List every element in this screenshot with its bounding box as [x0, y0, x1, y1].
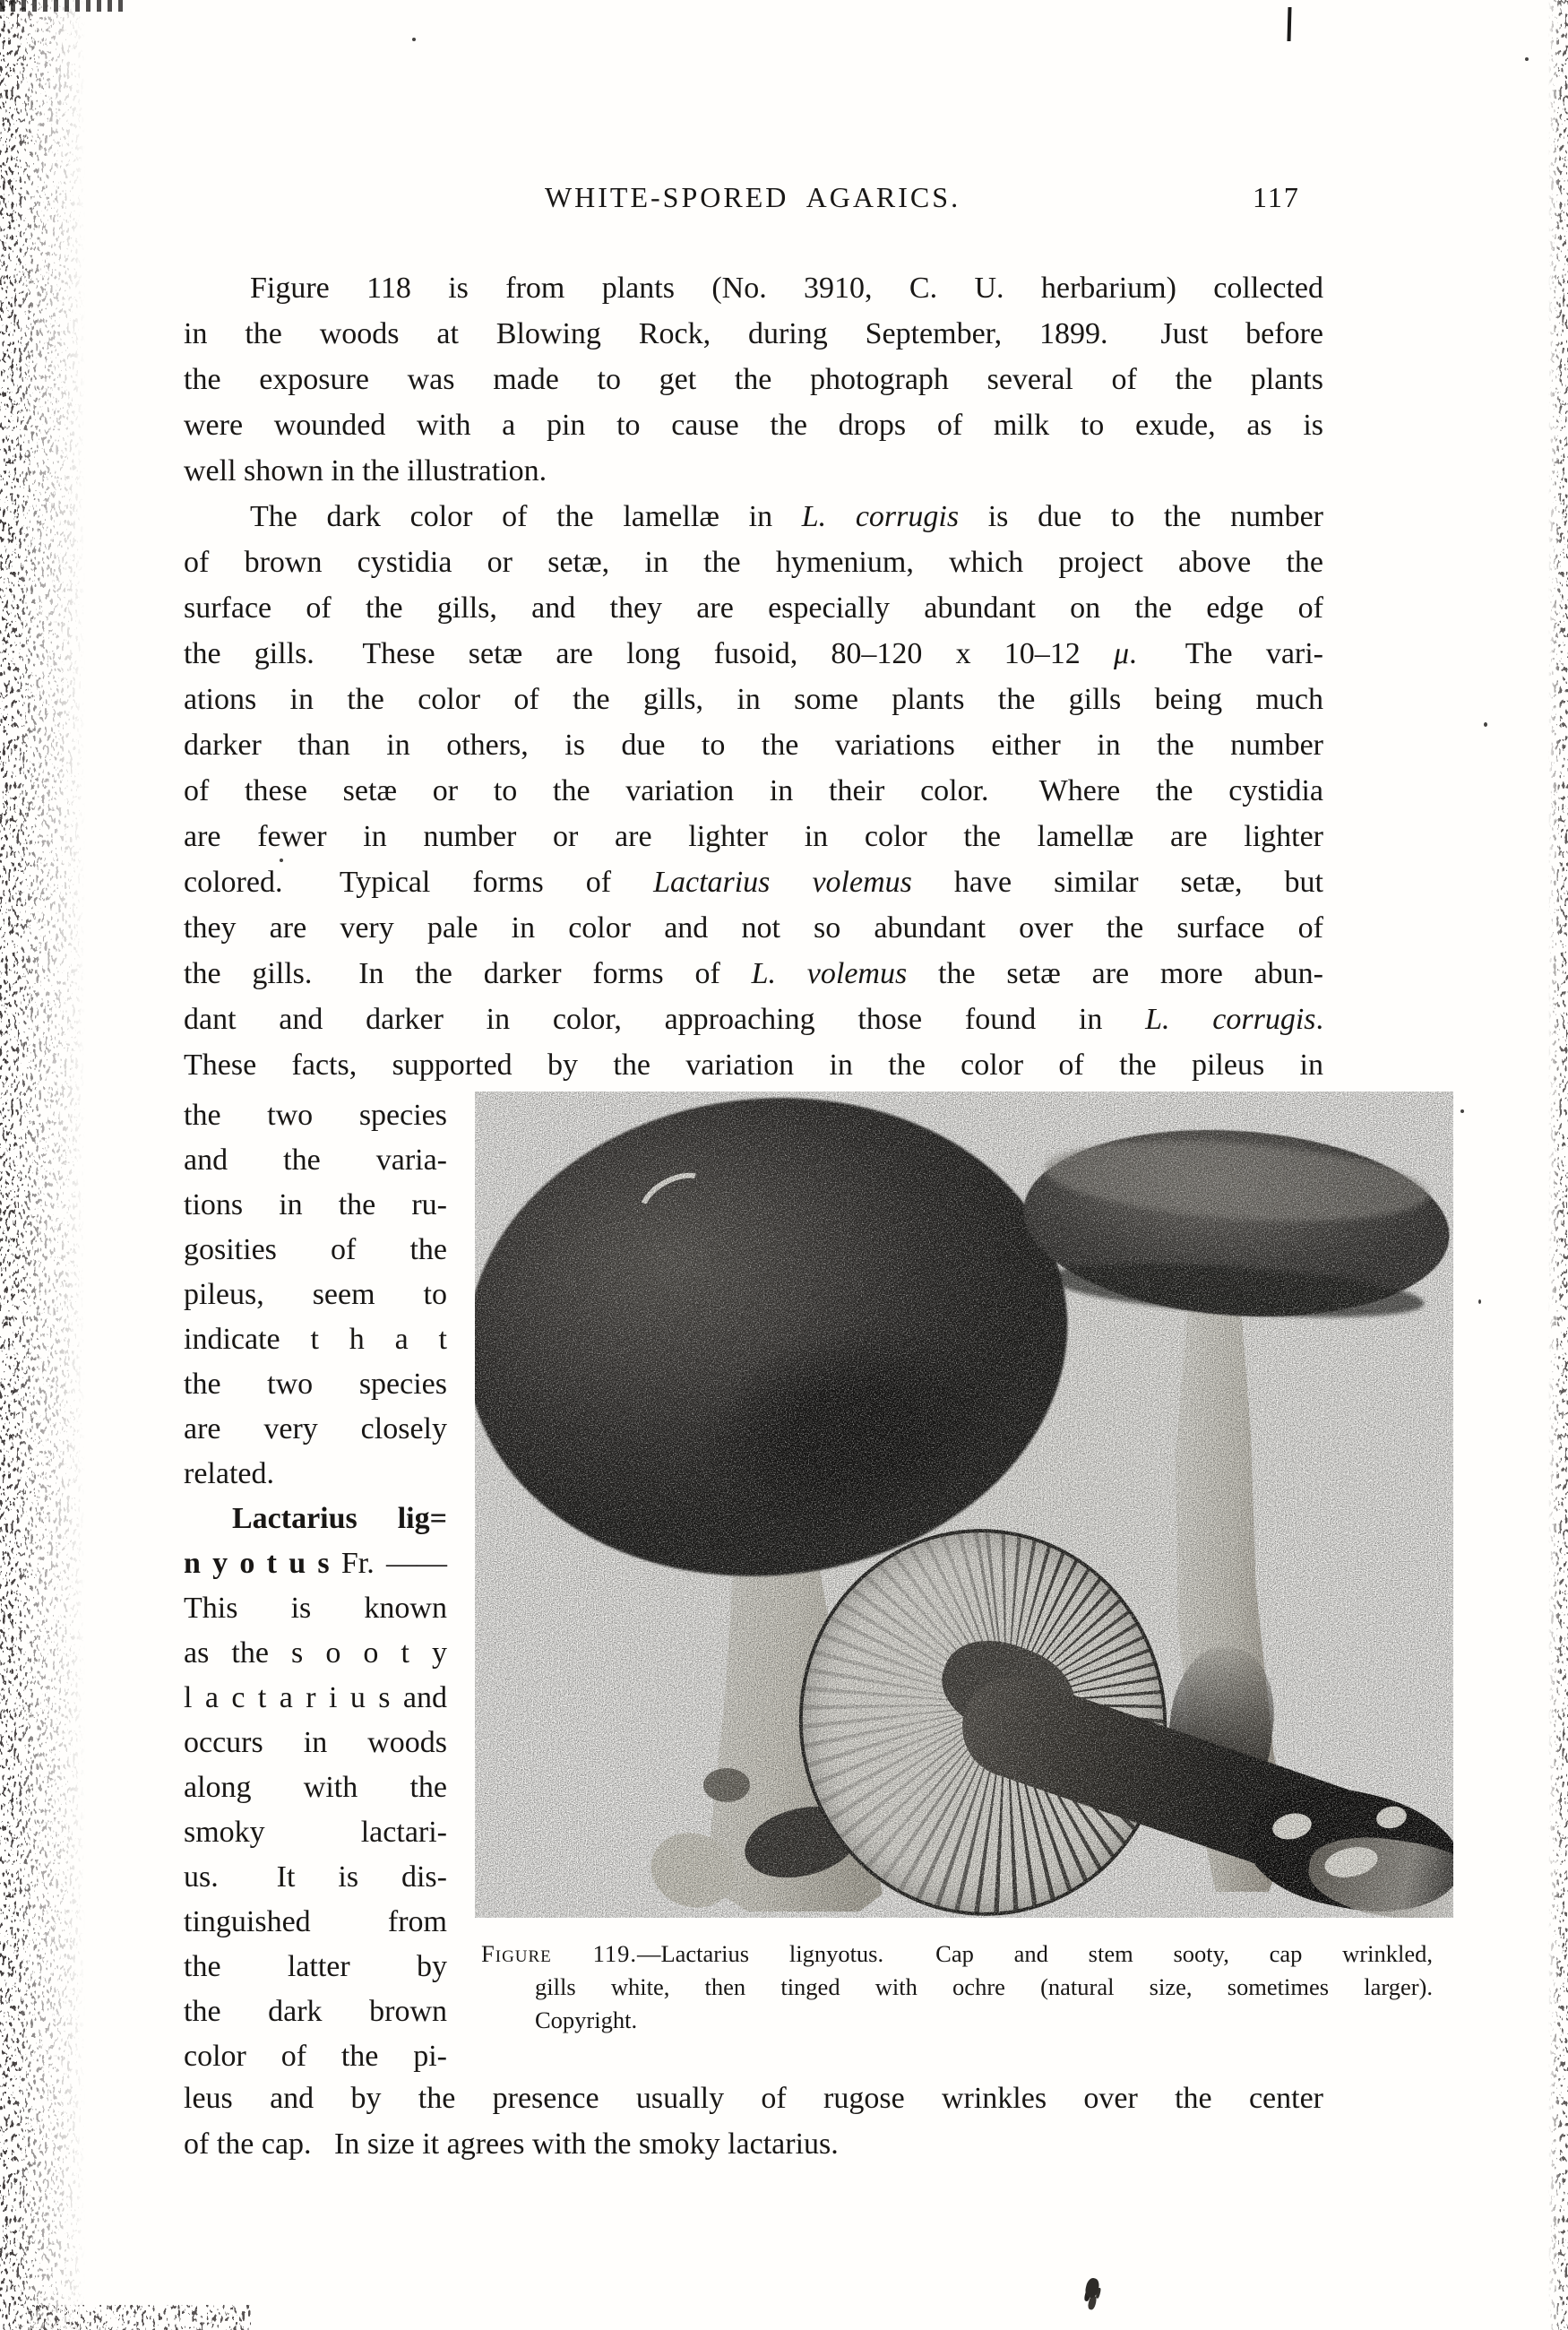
text-line: indicate t h a t — [184, 1323, 447, 1356]
text-line: in the woods at Blowing Rock, during September, 1899. Just before — [184, 317, 1323, 350]
text-line: related. — [184, 1457, 274, 1490]
left-stem-spot — [703, 1768, 750, 1802]
text-line: of these setæ or to the variation in their color. Where the cystidia — [184, 774, 1323, 807]
text-line: gosities of the — [184, 1233, 447, 1266]
text-line: colored. Typical forms of Lactarius volemus have similar setæ, but — [184, 866, 1323, 899]
text-line: This is known — [184, 1592, 447, 1625]
text-line: occurs in woods — [184, 1726, 447, 1759]
text-line: as the s o o t y — [184, 1636, 447, 1670]
caption-line-2: gills white, then tinged with ochre (natural size, sometimes larger). — [535, 1973, 1433, 2000]
text-line: smoky lactari- — [184, 1816, 447, 1849]
figure-photograph — [475, 1092, 1453, 1918]
scan-noise-right-edge — [1548, 0, 1568, 2330]
text-line: and the varia- — [184, 1143, 447, 1177]
paragraph-2 — [184, 494, 1323, 1088]
text-line: leus and by the presence usually of rugose wrinkles over the center — [184, 2082, 1323, 2115]
text-line: color of the pi- — [184, 2040, 447, 2073]
scan-noise-bottom-edge — [27, 2305, 251, 2330]
scan-speck — [1460, 1109, 1464, 1113]
text-line: are fewer in number or are lighter in color the lamellæ are lighter — [184, 820, 1323, 853]
page-number: 117 — [1253, 181, 1300, 213]
text-line: they are very pale in color and not so abundant over the surface of — [184, 911, 1323, 945]
scan-speck — [412, 38, 416, 41]
text-line: ations in the color of the gills, in some plants the gills being much — [184, 683, 1323, 716]
caption-line-1-text: —Lactarius lignyotus. Cap and stem sooty, cap wrinkled, — [636, 1940, 1433, 1967]
text-line: the two species — [184, 1099, 447, 1132]
scan-speck — [1484, 722, 1487, 727]
scan-speck — [1478, 1299, 1481, 1304]
text-line: were wounded with a pin to cause the drops of milk to exude, as is — [184, 409, 1323, 442]
text-line: Figure 118 is from plants (No. 3910, C. U. herbarium) collected — [250, 272, 1323, 305]
text-line: the exposure was made to get the photograph several of the plants — [184, 363, 1323, 396]
scan-speck — [1525, 57, 1529, 61]
text-line: of the cap. In size it agrees with the smoky lactarius. — [184, 2127, 839, 2161]
page-header-title: WHITE-SPORED AGARICS. — [544, 181, 961, 213]
scan-noise-top-edge — [0, 0, 125, 12]
text-line: well shown in the illustration. — [184, 454, 547, 488]
left-text-column — [184, 1093, 447, 2079]
caption-line-1 — [481, 1937, 1433, 1971]
text-line: are very closely — [184, 1412, 447, 1445]
closing-paragraph — [184, 2075, 1323, 2167]
text-line: dant and darker in color, approaching those found in L. corrugis. — [184, 1003, 1324, 1036]
text-line: along with the — [184, 1771, 447, 1804]
text-line: the dark brown — [184, 1995, 447, 2028]
running-header — [184, 181, 1322, 214]
text-line: of brown cystidia or setæ, in the hymenium, which project above the — [184, 546, 1323, 579]
text-line: the two species — [184, 1368, 447, 1401]
scan-noise-left-edge — [0, 0, 85, 2330]
scan-tick-mark — [1288, 7, 1292, 41]
text-line: the latter by — [184, 1950, 447, 1983]
text-line: the gills. In the darker forms of L. volemus the setæ are more abun- — [184, 957, 1324, 990]
text-line: tinguished from — [184, 1905, 447, 1938]
caption-line-3: Copyright. — [535, 2006, 638, 2033]
text-line: n y o t u s Fr. —— — [184, 1547, 448, 1580]
text-line: us. It is dis- — [184, 1860, 447, 1894]
text-line: tions in the ru- — [184, 1188, 447, 1221]
ink-smudge — [1084, 2277, 1101, 2300]
figure-label: Figure 119. — [481, 1940, 637, 1967]
text-line: pileus, seem to — [184, 1278, 447, 1311]
text-line: the gills. These setæ are long fusoid, 80–120 x 10–12 μ. The vari- — [184, 637, 1324, 670]
paragraph-1 — [184, 265, 1323, 494]
figure-caption — [481, 1937, 1433, 2037]
text-line: Lactarius lig= — [232, 1502, 447, 1535]
text-line: These facts, supported by the variation in the color of the pileus in — [184, 1048, 1323, 1082]
text-line: l a c t a r i u s and — [184, 1681, 447, 1714]
text-line: darker than in others, is due to the variations either in the number — [184, 729, 1323, 762]
text-line: surface of the gills, and they are especially abundant on the edge of — [184, 591, 1323, 625]
text-line: The dark color of the lamellæ in L. corrugis is due to the number — [250, 500, 1323, 533]
